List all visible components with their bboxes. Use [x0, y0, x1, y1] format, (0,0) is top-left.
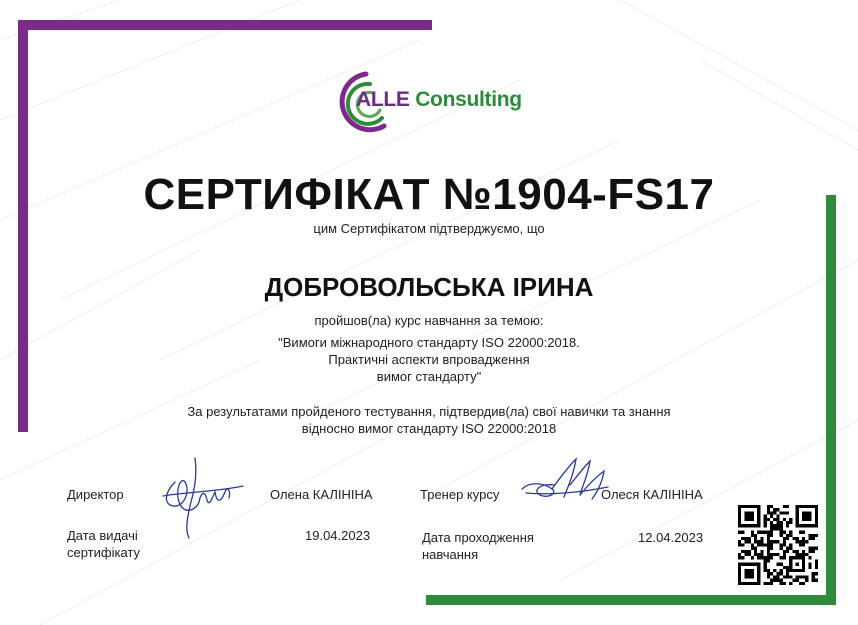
- logo-brand-suffix: Consulting: [415, 88, 522, 111]
- course-title-line: "Вимоги міжнародного стандарту ISO 22000:2018.: [278, 335, 580, 350]
- issue-date-label: сертифікату: [67, 545, 140, 560]
- trainer-label: Тренер курсу: [420, 487, 500, 502]
- course-title-line: Практичні аспекти впровадження: [328, 352, 530, 367]
- course-title-line: вимог стандарту": [376, 369, 482, 384]
- certificate-title: СЕРТИФІКАТ №1904-FS17: [143, 170, 715, 219]
- issue-date-label: Дата видачі: [67, 528, 138, 543]
- result-line: відносно вимог стандарту ISO 22000:2018: [301, 421, 557, 436]
- trainer-signature: [518, 455, 614, 510]
- completion-date-label: Дата проходження: [422, 530, 534, 545]
- qr-code: [738, 505, 818, 585]
- completion-date-label: навчання: [422, 547, 479, 562]
- recipient-name: ДОБРОВОЛЬСЬКА ІРИНА: [264, 272, 594, 302]
- purple-frame-top: [18, 20, 432, 30]
- course-intro: пройшов(ла) курс навчання за темою:: [314, 313, 544, 328]
- green-frame-bottom: [426, 595, 836, 605]
- director-label: Директор: [67, 487, 124, 502]
- green-frame-right: [826, 195, 836, 605]
- logo-wordmark: [356, 88, 522, 112]
- certificate-subtitle: цим Сертифікатом підтверджуємо, що: [313, 221, 545, 236]
- result-line: За результатами пройденого тестування, підтвердив(ла) свої навички та знання: [187, 404, 671, 419]
- logo-brand: ALLE: [356, 88, 410, 111]
- director-signature: [155, 452, 250, 542]
- director-name: Олена КАЛІНІНА: [270, 487, 373, 502]
- completion-date-value: 12.04.2023: [638, 530, 704, 545]
- issue-date-value: 19.04.2023: [305, 528, 371, 543]
- trainer-name: Олеся КАЛІНІНА: [601, 487, 703, 502]
